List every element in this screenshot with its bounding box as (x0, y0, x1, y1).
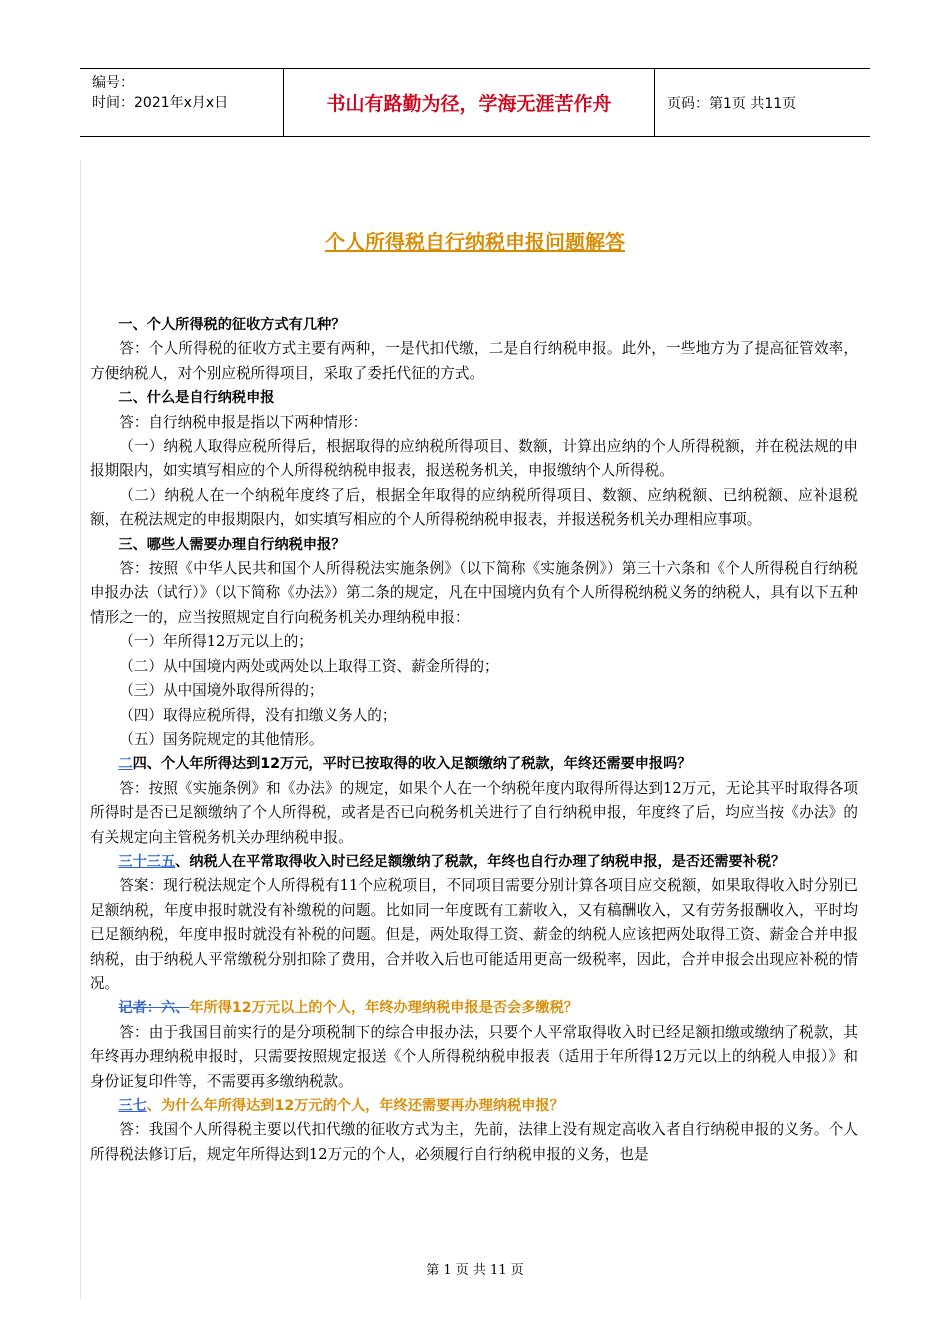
question-7-text: 、为什么年所得达到12万元的个人，年终还需要再办理纳税申报？ (146, 1098, 564, 1114)
document-body (90, 313, 858, 1167)
question-4 (90, 752, 858, 776)
answer-2-item-2: （二）纳税人在一个纳税年度终了后，根据全年取得的应纳税所得项目、数额、应纳税额、已纳税额、应补退税额，在税法规定的申报期限内，如实填写相应的个人所得税纳税申报表，并报送税务机关办理相应事项。 (90, 486, 858, 529)
answer-4: 答：按照《实施条例》和《办法》的规定，如果个人在一个纳税年度内取得所得达到12万元，无论其平时取得各项所得时是否已足额缴纳了个人所得税，或者是否已向税务机关进行了自行纳税申报，年度终了后，均应当按《办法》的有关规定向主管税务机关办理纳税申报。 (90, 779, 858, 846)
list-item: （二）从中国境内两处或两处以上取得工资、薪金所得的； (119, 657, 499, 675)
header-left-cell (80, 69, 283, 136)
answer-2: 答：自行纳税申报是指以下两种情形： (119, 413, 368, 431)
list-item: （一）年所得12万元以上的； (119, 633, 313, 651)
number-label: 编号： (92, 75, 134, 91)
page-footer: 第 1 页 共 11 页 (426, 1263, 524, 1278)
answer-1: 答：个人所得税的征收方式主要有两种，一是代扣代缴，二是自行纳税申报。此外，一些地方为了提高征管效率，方便纳税人，对个别应税所得项目，采取了委托代征的方式。 (90, 340, 858, 382)
time-label: 时间：2021年x月x日 (92, 95, 229, 111)
question-6-text: 年所得12万元以上的个人，年终办理纳税申报是否会多缴税？ (189, 1000, 578, 1017)
answer-7: 答：我国个人所得税主要以代扣代缴的征收方式为主，先前，法律上没有规定高收入者自行纳税申报的义务。个人所得税法修订后，规定年所得达到12万元的个人，必须履行自行纳税申报的义务，也是 (90, 1121, 858, 1163)
answer-6: 答：由于我国目前实行的是分项税制下的综合申报办法，只要个人平常取得收入时已经足额扣缴或缴纳了税款，其年终再办理纳税申报时，只需要按照规定报送《个人所得税纳税申报表（适用于年所得12万元以上的纳税人申报）》和身份证复印件等，不需要再多缴纳税款。 (90, 1023, 858, 1090)
list-item: （三）从中国境外取得所得的； (119, 682, 324, 700)
revision-insert-mark: 三十三五 (118, 853, 176, 870)
document-title: 个人所得税自行纳税申报问题解答 (325, 230, 625, 254)
margin-line (80, 160, 81, 1300)
revision-insert-mark: 三七 (118, 1098, 147, 1114)
question-5-text: 、纳税人在平常取得收入时已经足额缴纳了税款，年终也自行办理了纳税申报，是否还需要补税？ (175, 853, 786, 870)
revision-deleted-text: 记者：六、 (118, 1000, 190, 1017)
question-6 (90, 996, 858, 1020)
question-2: 二、什么是自行纳税申报 (118, 390, 275, 407)
answer-3: 答：按照《中华人民共和国个人所得税法实施条例》（以下简称《实施条例》）第三十六条和《个人所得税自行纳税申报办法（试行）》（以下简称《办法》）第二条的规定，凡在中国境内负有个人所得税纳税义务的纳税人，具有以下五种情形之一的，应当按照规定自行向税务机关办理纳税申报： (90, 560, 858, 626)
page-info: 页码：第1页 共11页 (667, 95, 797, 112)
motto: 书山有路勤为径，学海无涯苦作舟 (283, 69, 655, 136)
answer-2-item-1: （一）纳税人取得应税所得后，根据取得的应纳税所得项目、数额，计算出应纳的个人所得税额，并在税法规的申报期限内，如实填写相应的个人所得税纳税申报表，报送税务机关，申报缴纳个人所得税。 (90, 438, 858, 480)
list-item: （五）国务院规定的其他情形。 (119, 730, 324, 748)
question-3: 三、哪些人需要办理自行纳税申报？ (118, 536, 346, 553)
question-7 (90, 1094, 858, 1118)
list-item: （四）取得应税所得，没有扣缴义务人的； (119, 706, 397, 724)
question-4-text: 四、个人年所得达到12万元，平时已按取得的收入足额缴纳了税款，年终还需要申报吗？ (132, 756, 692, 773)
question-5 (90, 850, 858, 874)
header-table (80, 68, 870, 137)
answer-5: 答案：现行税法规定个人所得税有11个应税项目，不同项目需要分别计算各项目应交税额，如果取得收入时分别已足额纳税，年度申报时就没有补缴税的问题。比如同一年度既有工薪收入，又有稿酬收入，又有劳务报酬收入，平时均已足额纳税，年度申报时就没有补税的问题。但是，两处取得工资、薪金的纳税人应该把两处取得工资、薪金合并申报纳税，由于纳税人平常缴税分别扣除了费用，合并收入后也可能适用更高一级税率，因此，合并申报会出现应补税的情况。 (90, 877, 858, 992)
question-1: 一、个人所得税的征收方式有几种？ (118, 317, 346, 333)
revision-insert-mark: 二 (118, 756, 133, 773)
